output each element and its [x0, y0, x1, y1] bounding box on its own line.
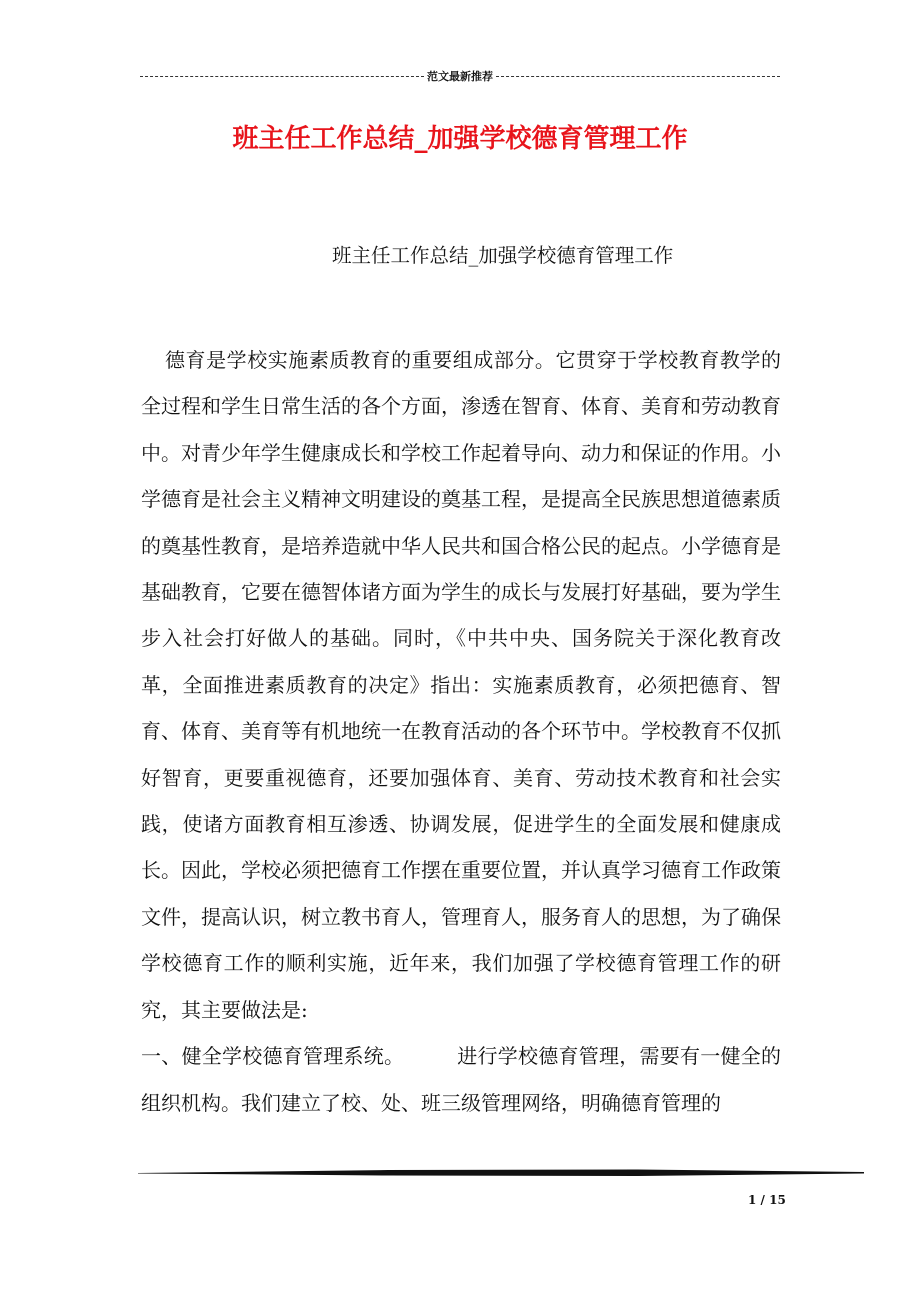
header-dash-left: [140, 76, 424, 77]
body-paragraph-1: 德育是学校实施素质教育的重要组成部分。它贯穿于学校教育教学的全过程和学生日常生活的各个方面，渗透在智育、体育、美育和劳动教育中。对青少年学生健康成长和学校工作起着导向、动力和保证的作用。小学德育是社会主义精神文明建设的奠基工程，是提高全民族思想道德素质的奠基性教育，是培养造就中华人民共和国合格公民的起点。小学德育是基础教育，它要在德智体诸方面为学生的成长与发展打好基础，要为学生步入社会打好做人的基础。同时，《中共中央、国务院关于深化教育改革，全面推进素质教育的决定》指出：实施素质教育，必须把德育、智育、体育、美育等有机地统一在教育活动的各个环节中。学校教育不仅抓好智育，更要重视德育，还要加强体育、美育、劳动技术教育和社会实践，使诸方面教育相互渗透、协调发展，促进学生的全面发展和健康成长。因此，学校必须把德育工作摆在重要位置，并认真学习德育工作政策文件，提高认识，树立教书育人，管理育人，服务育人的思想，为了确保学校德育工作的顺利实施，近年来，我们加强了学校德育管理工作的研究，其主要做法是:: [141, 348, 781, 1022]
header-dash-right: [496, 76, 780, 77]
body-paragraph-2: 一、健全学校德育管理系统。 进行学校德育管理，需要有一健全的组织机构。我们建立了校、处、班三级管理网络，明确德育管理的: [141, 1044, 781, 1115]
page-header: [140, 66, 780, 86]
page-number: 1 / 15: [748, 1193, 786, 1207]
document-title: 班主任工作总结_加强学校德育管理工作: [232, 124, 688, 154]
document-subtitle: 班主任工作总结_加强学校德育管理工作: [332, 244, 674, 267]
header-label: 范文最新推荐: [427, 70, 493, 83]
footer-rule: [138, 1168, 864, 1178]
body-text: [141, 337, 781, 1126]
